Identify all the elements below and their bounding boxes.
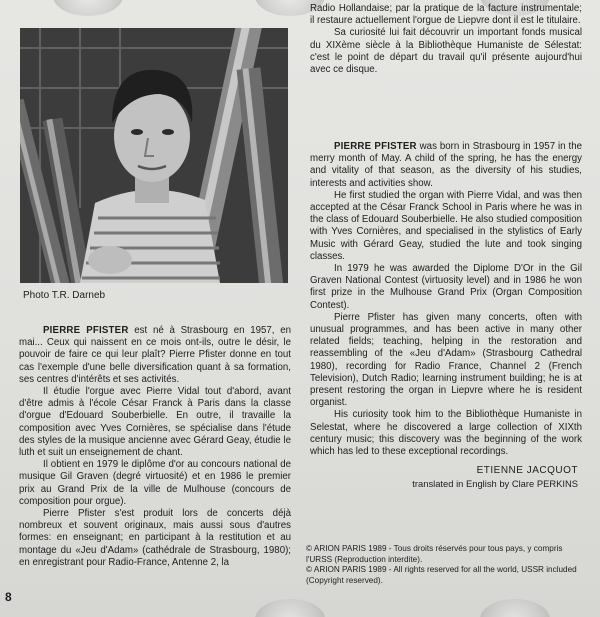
english-text-column (310, 141, 582, 458)
french-paragraph: Radio Hollandaise; par la pratique de la facture instrumentale; il restaure actuellement l'orgue de Liepvre dont il est le titulaire. (310, 3, 582, 27)
french-text-continuation (310, 3, 582, 76)
copyright-english: © ARION PARIS 1989 - All rights reserved for all the world, USSR included (Copyright reserved). (306, 565, 577, 585)
cd-tray-notch (53, 0, 123, 16)
photo-caption: Photo T.R. Darneb (23, 290, 106, 301)
author-name: ETIENNE JACQUOT (476, 465, 578, 476)
artist-name: PIERRE PFISTER (334, 141, 417, 152)
french-paragraph: Sa curiosité lui fait découvrir un important fonds musical du XIXème siècle à la Bibliothèque Humaniste de Sélestat: c'est le point de départ du travail qu'il présente aujourd'hui avec ce disque. (310, 27, 582, 76)
french-paragraph: Il obtient en 1979 le diplôme d'or au concours national de musique Gil Graven (degré virtuosité) et en 1986 le premier prix au Grand Prix de la ville de Mulhouse (concours de composition pour orgue). (19, 459, 291, 507)
english-paragraph (310, 141, 582, 190)
signature-block (310, 464, 578, 490)
organist-portrait-icon (20, 28, 288, 283)
copyright-french: © ARION PARIS 1989 - Tous droits réservés pour tous pays, y compris l'URSS (Reproduction interdite). (306, 544, 563, 564)
french-paragraph: Pierre Pfister s'est produit lors de concerts déjà nombreux et souvent originaux, mais aussi sous d'autres formes: en enseignant; en participant à la restitution et au montage du «Jeu d'Adam» (cathédrale de Strasbourg, 1980); en enregistrant pour Radio-France, Antenne 2, la (19, 508, 291, 568)
page-number: 8 (5, 590, 12, 604)
portrait-photo (20, 28, 288, 283)
english-paragraph: He first studied the organ with Pierre Vidal, and was then accepted at the César Franck School in Paris where he was in the class of Edouard Souberbielle. He also studied composition with Yves Cornières, and specialised in the stylistics of Early Music with Gérard Geay, studied the lute and took singing classes. (310, 189, 582, 262)
french-paragraph (19, 325, 291, 386)
french-paragraph-text: est né à Strasbourg en 1957, en mai... Ceux qui naissent en ce mois ont-ils, outre le désir, le pouvoir de faire ce qui leur plaît? Pierre Pfister donne en tout cas l'exemple d'une belle diversification quant à sa formation, ses centres d'intérêts et ses activités. (19, 325, 292, 385)
cd-tray-notch (255, 599, 325, 617)
copyright-block (306, 544, 582, 586)
french-paragraph: Il étudie l'orgue avec Pierre Vidal tout d'abord, avant d'être admis à l'école César Franck à Paris dans la classe d'orgue d'Edouard Souberbielle. En outre, il travaille la composition avec Yves Cornières, se spécialise dans l'étude des styles de la musique ancienne avec Gérard Geay, étudie le luth et suit un enseignement de chant. (19, 386, 291, 459)
english-paragraph: His curiosity took him to the Bibliothèque Humaniste in Selestat, where he discovered a large collection of XIXth century music; this discovery was the beginning of the work which has led to these exceptional recordings. (310, 409, 582, 458)
cd-tray-notch (480, 599, 550, 617)
english-paragraph: In 1979 he was awarded the Diplome D'Or in the Gil Graven National Contest (virtuosity level) and in 1986 he won first prize in the Mulhouse Grand Prix (Organ Composition Contest). (310, 263, 582, 311)
artist-name: PIERRE PFISTER (43, 325, 129, 336)
english-paragraph-text: was born in Strasbourg in 1957 in the merry month of May. A child of the spring, he has the energy and vitality of that season, as the diversity of his studies, interests and activities show. (310, 141, 582, 189)
french-text-column (19, 325, 291, 569)
translator-credit: translated in English by Clare PERKINS (412, 478, 578, 489)
english-paragraph: Pierre Pfister has given many concerts, often with unusual programmes, and has been active in many other related fields; teaching, helping in the restoration and reassembling of the «Jeu d'Adam» (Strasbourg Cathedral 1980), recording for Radio France, Channel 2 (French Television), Dutch Radio; learning instrument building; he is at present restoring the organ in Liepvre where he is resident organist. (310, 311, 582, 409)
